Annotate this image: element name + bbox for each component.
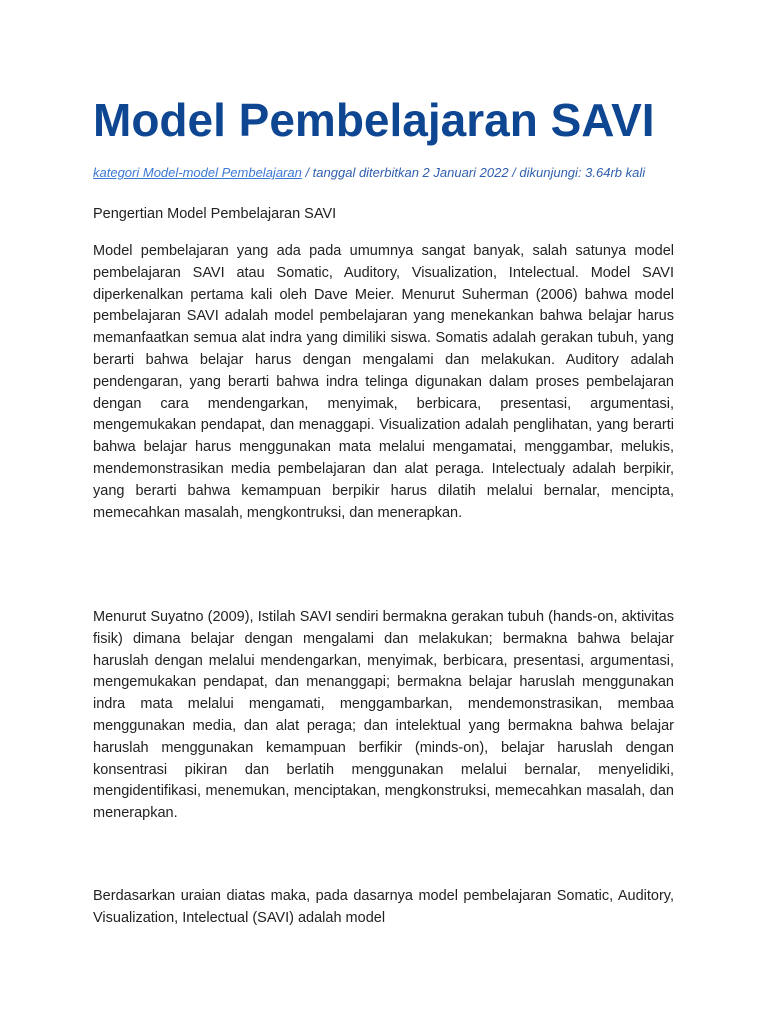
paragraph: Berdasarkan uraian diatas maka, pada dasarnya model pembelajaran Somatic, Auditory, Visualization, Intelectual (SAVI) adalah model <box>93 888 674 926</box>
paragraph: Model pembelajaran yang ada pada umumnya sangat banyak, salah satunya model pembelajaran SAVI atau Somatic, Auditory, Visualization, Intelectual. Model SAVI diperkenalkan pertama kali oleh Dave Meier. Menurut Suherman (2006) bahwa model pembelajaran SAVI adalah model pembelajaran yang menekankan bahwa belajar harus memanfaatkan semua alat indra yang dimiliki siswa. Somatis adalah gerakan tubuh, yang berarti bahwa belajar harus dengan mengalami dan melakukan. Auditory adalah pendengaran, yang berarti bahwa indra telinga digunakan dalam proses pembelajaran dengan cara mendengarkan, menyimak, berbicara, presentasi, argumentasi, mengemukakan pendapat, dan menaggapi. Visualization adalah penglihatan, yang berarti bahwa belajar harus menggunakan mata melalui mengamatai, menggambar, melukis, mendemonstrasikan media pembelajaran dan alat peraga. Intelectualy adalah berpikir, yang berarti bahwa kemampuan berpikir harus dilatih melalui bernalar, mencipta, memecahkan masalah, mengkontruksi, dan menerapkan. <box>93 243 674 521</box>
section-subtitle: Pengertian Model Pembelajaran SAVI <box>93 206 337 222</box>
article-meta <box>93 162 674 183</box>
meta-details: / tanggal diterbitkan 2 Januari 2022 / dikunjungi: 3.64rb kali <box>301 165 646 180</box>
category-link[interactable]: kategori Model-model Pembelajaran <box>93 165 302 180</box>
page-title: Model Pembelajaran SAVI <box>93 94 655 146</box>
paragraph: Menurut Suyatno (2009), Istilah SAVI sendiri bermakna gerakan tubuh (hands-on, aktivitas fisik) dimana belajar dengan mengalami dan melakukan; bermakna bahwa belajar haruslah dengan melalui mendengarkan, menyimak, berbicara, presentasi, argumentasi, mengemukakan pendapat, dan menanggapi; bermakna belajar haruslah menggunakan indra mata melalui mengamati, menggambarkan, mendemonstrasikan, membaa menggunakan media, dan alat peraga; dan intelektual yang bermakna bahwa belajar haruslah menggunakan kemampuan berfikir (minds-on), belajar haruslah dengan konsentrasi pikiran dan berlatih menggunakan melalui bernalar, menyelidiki, mengidentifikasi, menemukan, menciptakan, mengkonstruksi, memecahkan masalah, dan menerapkan. <box>93 609 674 822</box>
